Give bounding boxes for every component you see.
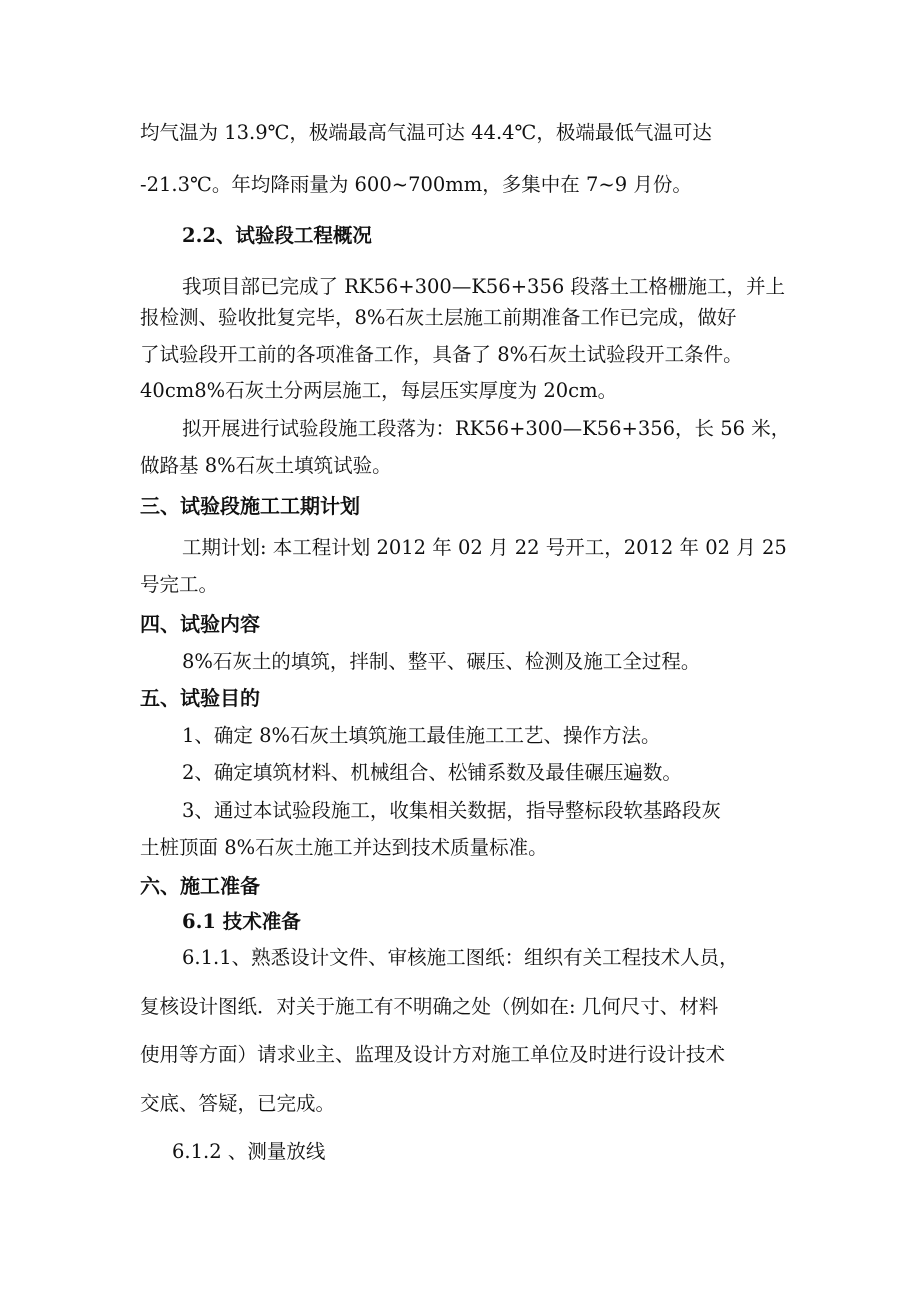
chapter-heading: 四、试验内容	[140, 612, 260, 636]
section-heading: 6.1.2 、测量放线	[172, 1140, 326, 1163]
section-heading: 2.2、试验段工程概况	[182, 224, 372, 247]
text-line: 报检测、验收批复完毕，8%石灰土层施工前期准备工作已完成，做好	[140, 306, 737, 329]
list-item: 1、确定 8%石灰土填筑施工最佳施工工艺、操作方法。	[182, 724, 661, 747]
text-line: 8%石灰土的填筑，拌制、整平、碾压、检测及施工全过程。	[182, 650, 701, 673]
chapter-heading: 五、试验目的	[140, 686, 260, 710]
chapter-heading: 三、试验段施工工期计划	[140, 494, 360, 518]
text-line: 交底、答疑，已完成。	[140, 1092, 336, 1115]
text-line: 我项目部已完成了 RK56+300—K56+356 段落土工格栅施工，并上	[182, 275, 785, 298]
text-line: 复核设计图纸．对关于施工有不明确之处（例如在: 几何尺寸、材料	[140, 995, 719, 1018]
section-heading: 6.1 技术准备	[182, 910, 301, 933]
text-line: 号完工。	[140, 573, 219, 596]
text-line: 了试验段开工前的各项准备工作，具备了 8%石灰土试验段开工条件。	[140, 343, 743, 366]
text-line: 做路基 8%石灰土填筑试验。	[140, 454, 392, 477]
text-line: 6.1.1、熟悉设计文件、审核施工图纸：组织有关工程技术人员，	[182, 946, 739, 969]
text-line: 使用等方面）请求业主、监理及设计方对施工单位及时进行设计技术	[140, 1043, 726, 1066]
text-line: 土桩顶面 8%石灰土施工并达到技术质量标准。	[140, 836, 548, 859]
text-line: 拟开展进行试验段施工段落为：RK56+300—K56+356，长 56 米，	[182, 417, 791, 440]
text-line: 40cm8%石灰土分两层施工，每层压实厚度为 20cm。	[140, 379, 618, 402]
text-line: 工期计划: 本工程计划 2012 年 02 月 22 号开工，2012 年 02 月 25	[182, 536, 787, 559]
list-item: 2、确定填筑材料、机械组合、松铺系数及最佳碾压遍数。	[182, 761, 682, 784]
chapter-heading: 六、施工准备	[140, 874, 260, 898]
text-line: -21.3℃。年均降雨量为 600~700mm，多集中在 7~9 月份。	[140, 173, 692, 196]
list-item: 3、通过本试验段施工，收集相关数据，指导整标段软基路段灰	[182, 799, 721, 822]
text-line: 均气温为 13.9℃，极端最高气温可达 44.4℃，极端最低气温可达	[140, 121, 712, 144]
